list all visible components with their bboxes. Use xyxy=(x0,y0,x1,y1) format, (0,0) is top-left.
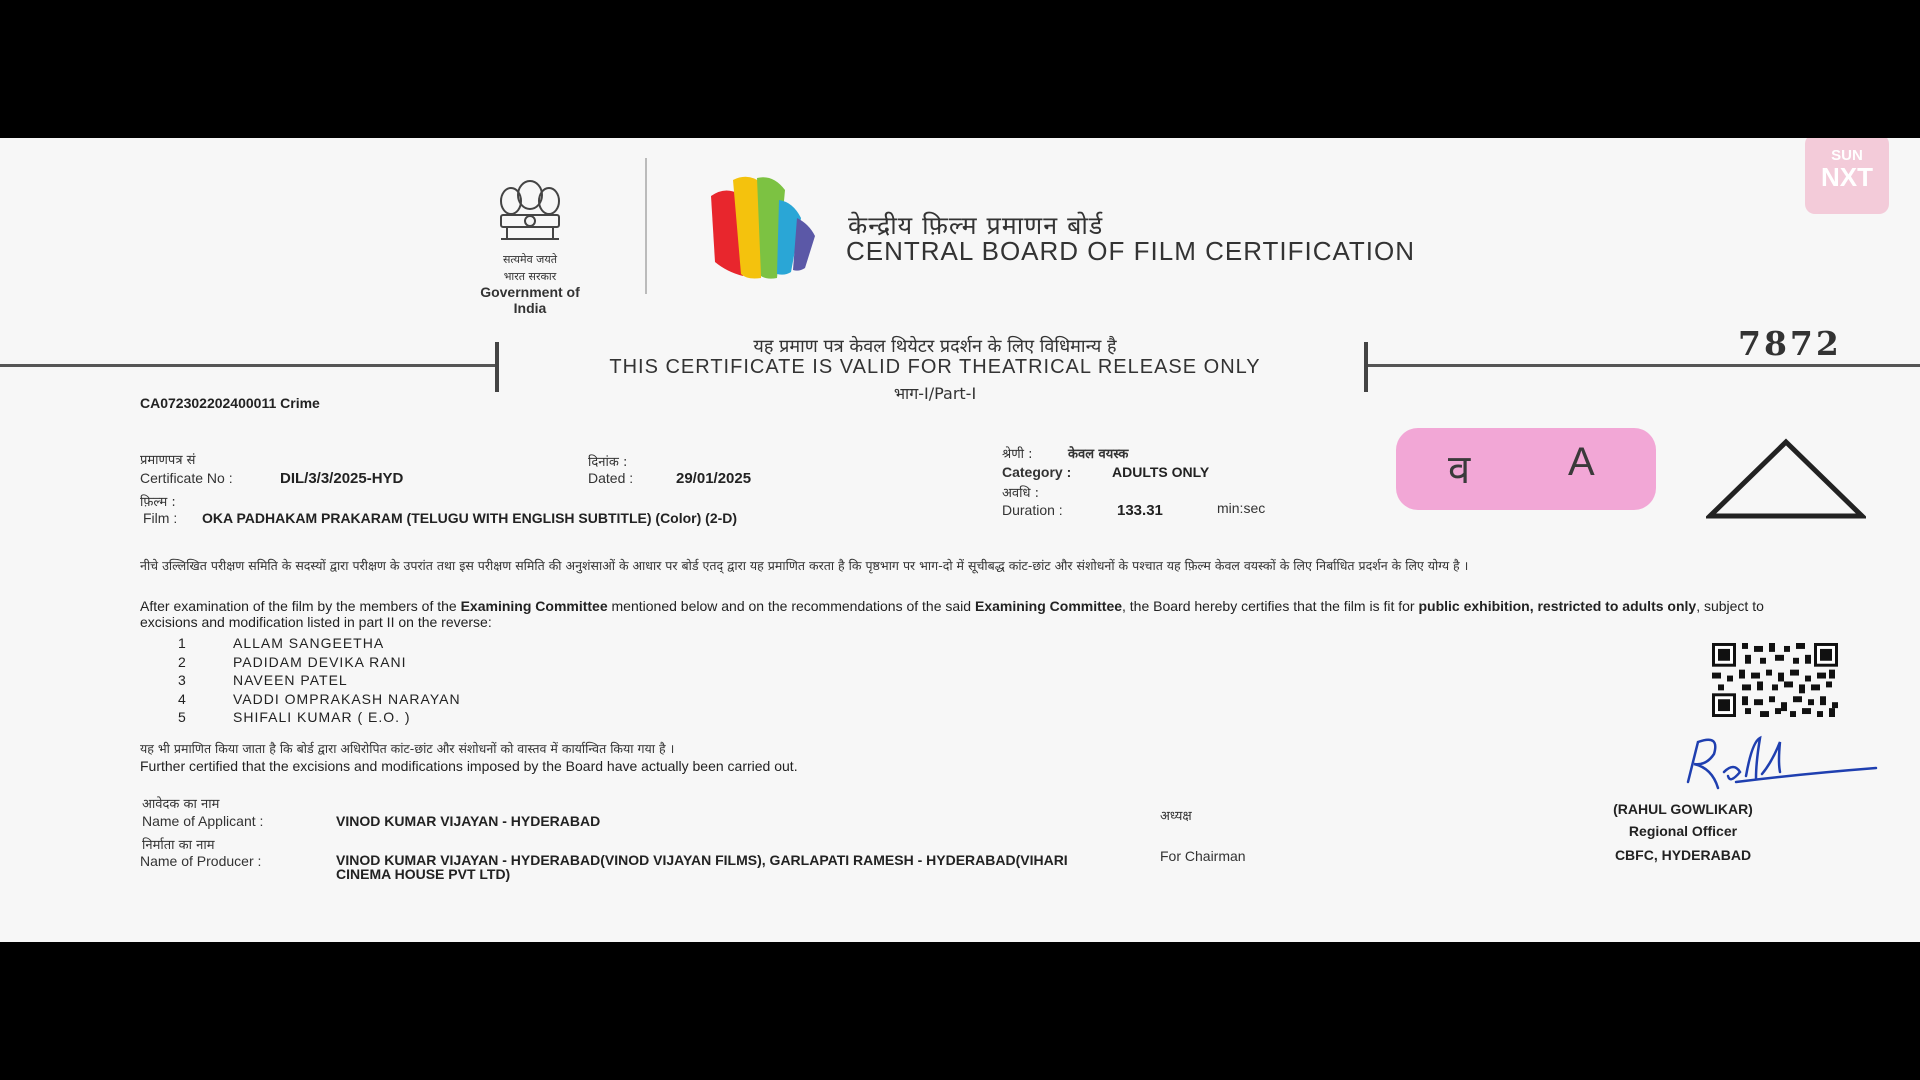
statement-part-3: , the Board hereby certifies that the film is fit for xyxy=(1122,598,1415,614)
statement-bold-2: Examining Committee xyxy=(974,598,1123,614)
certificate-no-value: DIL/3/3/2025-HYD xyxy=(280,470,404,487)
logo-line-2: NXT xyxy=(1821,162,1873,192)
officer-name: (RAHUL GOWLIKAR) xyxy=(1613,801,1753,817)
film-label: Film : xyxy=(143,510,178,526)
category-label: Category : xyxy=(1002,464,1072,480)
reference-number: CA072302202400011 Crime xyxy=(140,395,320,411)
statement-part-4: , subject to excisions and modification listed in part II on the reverse: xyxy=(140,598,1764,630)
emblem-motto: सत्यमेव जयते xyxy=(502,253,557,266)
validity-hindi: यह प्रमाण पत्र केवल थियेटर प्रदर्शन के लिए विधिमान्य है xyxy=(753,336,1117,357)
chairman-label-hindi: अध्यक्ष xyxy=(1160,809,1192,824)
further-english: Further certified that the excisions and modifications imposed by the Board have actually been carried out. xyxy=(140,758,798,774)
officer-office: CBFC, HYDERABAD xyxy=(1614,847,1752,863)
certificate-no-label-hindi: प्रमाणपत्र सं xyxy=(140,453,196,468)
band-line-right xyxy=(1366,364,1920,367)
rating-badge xyxy=(1396,428,1656,510)
government-label: Government of India xyxy=(480,284,580,316)
adult-triangle-icon xyxy=(1706,438,1866,520)
committee-list xyxy=(178,635,678,728)
government-emblem xyxy=(480,173,580,316)
ashoka-emblem-icon xyxy=(489,173,571,245)
list-item: 2 PADIDAM DEVIKA RANI xyxy=(178,653,407,670)
statement-part-1: After examination of the film by the members of the xyxy=(140,598,457,614)
category-label-hindi: श्रेणी : xyxy=(1002,447,1033,462)
date-label-hindi: दिनांक : xyxy=(588,455,628,470)
category-value: ADULTS ONLY xyxy=(1112,464,1210,480)
rating-english: A xyxy=(1568,440,1595,484)
band-line-left xyxy=(0,364,497,367)
logo-line-1: SUN xyxy=(1831,147,1863,164)
statement-part-2: mentioned below and on the recommendations of the said xyxy=(611,598,972,614)
serial-number: 7872 xyxy=(1738,324,1842,363)
list-item: 3 NAVEEN PATEL xyxy=(178,672,348,688)
list-item: 5 SHIFALI KUMAR ( E.O. ) xyxy=(178,709,411,725)
duration-label: Duration : xyxy=(1002,502,1063,518)
producer-label: Name of Producer : xyxy=(140,853,262,869)
statement-english xyxy=(140,598,1800,630)
applicant-value: VINOD KUMAR VIJAYAN - HYDERABAD xyxy=(336,813,601,829)
date-label: Dated : xyxy=(588,470,634,486)
board-title-english: CENTRAL BOARD OF FILM CERTIFICATION xyxy=(846,236,1416,266)
date-value: 29/01/2025 xyxy=(676,470,752,487)
statement-bold-3: public exhibition, restricted to adults only xyxy=(1418,598,1697,614)
film-label-hindi: फ़िल्म : xyxy=(140,495,176,510)
applicant-label: Name of Applicant : xyxy=(142,813,264,829)
duration-label-hindi: अवधि : xyxy=(1002,486,1040,501)
officer-title: Regional Officer xyxy=(1628,823,1738,839)
statement-hindi: नीचे उल्लिखित परीक्षण समिति के सदस्यों द्वारा परीक्षण के उपरांत तथा इस परीक्षण समिति की अनुशंसाओं के आधार पर बोर्ड एतद् द्वारा यह प्रमाणित करता है कि पृष्ठभाग पर भाग-दो में सूचीबद्ध कांट-छांट और संशोधनों के पश्चात यह फ़िल्म केवल वयस्कों के लिए निर्बाधित प्रदर्शन के लिए योग्य है । xyxy=(140,558,1469,573)
applicant-label-hindi: आवेदक का नाम xyxy=(142,797,220,812)
band-tick-left xyxy=(495,342,499,392)
duration-unit: min:sec xyxy=(1217,500,1266,516)
category-value-hindi: केवल वयस्क xyxy=(1068,447,1129,462)
list-item: 4 VADDI OMPRAKASH NARAYAN xyxy=(178,690,461,707)
emblem-country: भारत सरकार xyxy=(503,270,557,283)
header-divider xyxy=(645,158,647,294)
chairman-label: For Chairman xyxy=(1160,848,1246,864)
cbfc-logo-icon xyxy=(705,166,825,286)
qr-code xyxy=(1712,643,1838,717)
board-title-hindi: केन्द्रीय फ़िल्म प्रमाणन बोर्ड xyxy=(848,211,1104,240)
rating-hindi: व xyxy=(1448,447,1471,493)
statement-bold-1: Examining Committee xyxy=(460,598,608,614)
producer-label-hindi: निर्माता का नाम xyxy=(142,838,215,853)
officer-signature xyxy=(1680,732,1880,800)
producer-value: VINOD KUMAR VIJAYAN - HYDERABAD(VINOD VIJAYAN FILMS), GARLAPATI RAMESH - HYDERABAD(VIHARI CINEMA HOUSE PVT LTD) xyxy=(336,852,1068,882)
film-title: OKA PADHAKAM PRAKARAM (TELUGU WITH ENGLISH SUBTITLE) (Color) (2-D) xyxy=(202,510,738,526)
certificate-no-label: Certificate No : xyxy=(140,470,233,486)
duration-value: 133.31 xyxy=(1117,502,1163,519)
list-item: 1 ALLAM SANGEETHA xyxy=(178,635,385,651)
sun-nxt-logo xyxy=(1805,138,1889,214)
further-hindi: यह भी प्रमाणित किया जाता है कि बोर्ड द्वारा अधिरोपित कांट-छांट और संशोधनों को वास्तव में कार्यान्वित किया गया है । xyxy=(140,741,675,756)
validity-english: THIS CERTIFICATE IS VALID FOR THEATRICAL RELEASE ONLY xyxy=(609,356,1261,378)
certificate-document xyxy=(0,138,1920,942)
validity-part: भाग-I/Part-I xyxy=(893,384,977,403)
